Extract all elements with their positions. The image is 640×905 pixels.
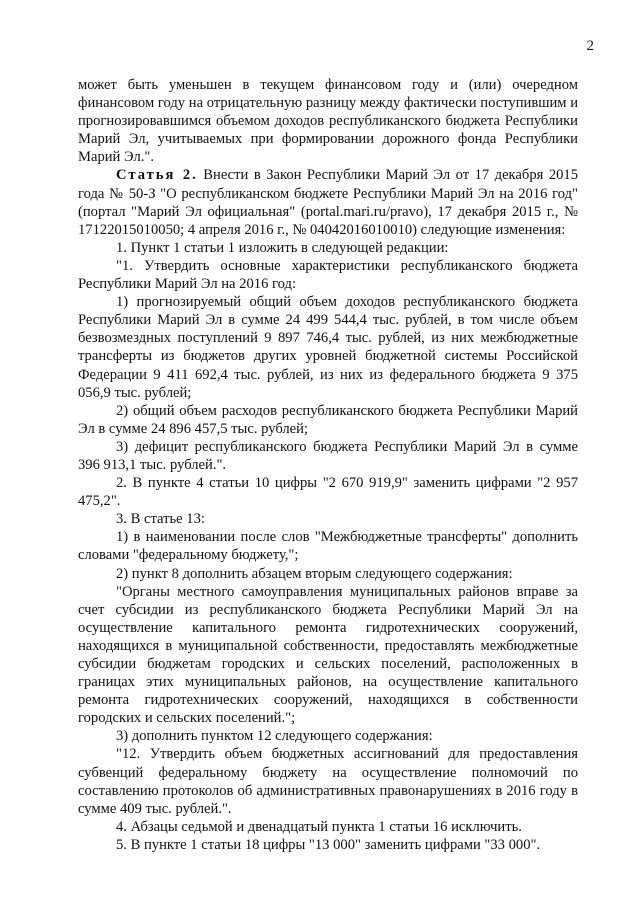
article-text: Внести в Закон Республики Марий Эл от 17 декабря 2015 года № 50-З "О республиканском бюджете Республики Марий Эл на 2016 год" (портал "Марий Эл официальная" (portal.mari.ru/pravo), 17 декабря 2015 г., № 17122015010050; 4 апреля 2016 г., № 04042016010010) следующие изменения: [78,167,579,238]
document-body [78,76,578,854]
paragraph: 1) в наименовании после слов "Межбюджетные трансферты" дополнить словами "федеральному бюджету,"; [78,529,578,564]
page-number: 2 [586,38,594,54]
paragraph: "1. Утвердить основные характеристики республиканского бюджета Республики Марий Эл на 2016 год: [78,257,578,293]
paragraph: "12. Утвердить объем бюджетных ассигнований для предоставления субвенций федеральному бюджету на осуществление полномочий по составлению протоколов об административных правонарушениях в 2016 году в сумме 409 тыс. рублей.". [78,746,578,817]
paragraph: 1. Пункт 1 статьи 1 изложить в следующей редакции: [116,239,449,256]
paragraph: 2) общий объем расходов республиканского бюджета Республики Марий Эл в сумме 24 896 457,5 тыс. рублей; [78,402,578,437]
paragraph: 2. В пункте 4 статьи 10 цифры "2 670 919,9" заменить цифрами "2 957 475,2". [78,475,578,510]
paragraph-continuation: может быть уменьшен в текущем финансовом году и (или) очередном финансовом году на отрицательную разницу между фактически поступившим и прогнозировавшимся объемом доходов республиканского бюджета Республики Марий Эл, учитываемых при формировании дорожного фонда Республики Марий Эл.". [78,77,578,166]
paragraph: 4. Абзацы седьмой и двенадцатый пункта 1 статьи 16 исключить. [116,818,522,835]
paragraph: "Органы местного самоуправления муниципальных районов вправе за счет субсидии из республиканского бюджета Республики Марий Эл на осуществление капитального ремонта гидротехнических сооружений, находящихся в муниципальной собственности, предоставлять межбюджетные субсидии бюджетам городских и сельских поселений, расположенных в границах этих муниципальных районов, на осуществление капитального ремонта гидротехнических сооружений, находящихся в собственности городских и сельских поселений."; [78,583,578,727]
paragraph: 1) прогнозируемый общий объем доходов республиканского бюджета Республики Марий Эл в сумме 24 499 544,4 тыс. рублей, в том числе объем безвозмездных поступлений 9 897 746,4 тыс. рублей, из них межбюджетные трансферты из бюджетов других уровней бюджетной системы Российской Федерации 9 411 692,4 тыс. рублей, из них из федерального бюджета 9 375 056,9 тыс. рублей; [78,294,578,401]
paragraph: 3. В статье 13: [116,511,205,528]
article-label: Статья 2. [116,167,198,184]
paragraph: 3) дефицит республиканского бюджета Республики Марий Эл в сумме 396 913,1 тыс. рублей.". [78,438,578,473]
paragraph: 5. В пункте 1 статьи 18 цифры "13 000" заменить цифрами "33 000". [116,836,541,853]
paragraph-article-2 [78,166,578,238]
paragraph: 2) пункт 8 дополнить абзацем вторым следующего содержания: [116,565,513,582]
paragraph: 3) дополнить пунктом 12 следующего содержания: [116,728,433,745]
